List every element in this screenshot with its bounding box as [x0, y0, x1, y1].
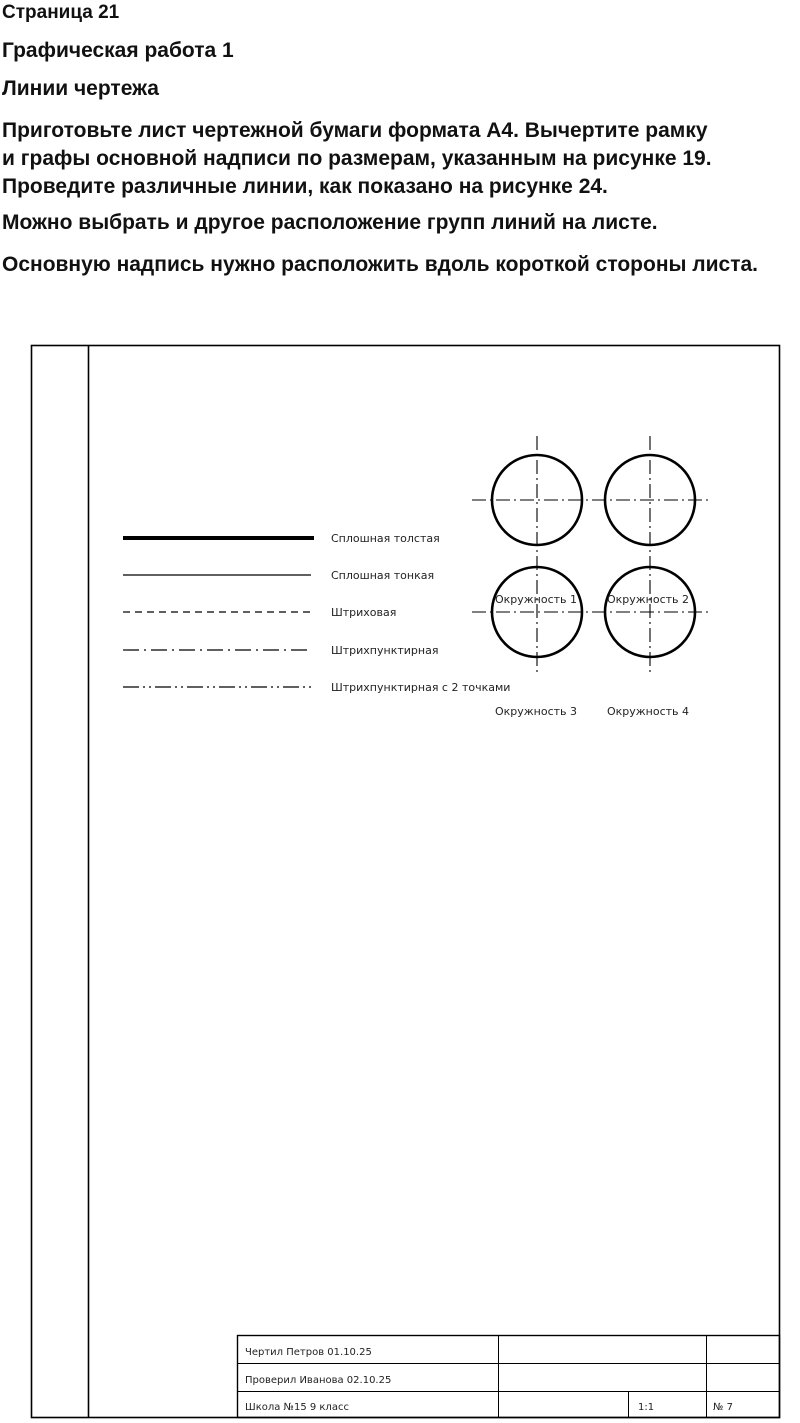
title-block: [237, 1335, 780, 1418]
circles-group: [472, 436, 712, 718]
task-line-1: Приготовьте лист чертежной бумаги формата А4. Вычертите рамку: [2, 119, 708, 142]
task-paragraph-2: Можно выбрать и другое расположение групп линий на листе.: [2, 211, 658, 234]
circle-label-2: Окружность 2: [606, 593, 690, 606]
title-block-number: № 7: [713, 1402, 733, 1413]
circle-label-4: Окружность 4: [606, 705, 690, 718]
title-block-scale: 1:1: [638, 1402, 655, 1413]
title-block-checked-by: Проверил Иванова 02.10.25: [245, 1375, 392, 1386]
page-label: Страница 21: [2, 2, 120, 23]
sheet-border: [32, 346, 780, 1418]
work-title: Графическая работа 1: [2, 39, 234, 62]
task-paragraph-3: Основную надпись нужно расположить вдоль короткой стороны листа.: [2, 253, 759, 276]
title-block-school: Школа №15 9 класс: [245, 1402, 349, 1413]
line-label-dashed: Штриховая: [331, 606, 397, 619]
line-label-dash-dot: Штрихпунктирная: [331, 644, 439, 657]
task-line-3: Проведите различные линии, как показано на рисунке 24.: [2, 175, 608, 198]
title-block-drawn-by: Чертил Петров 01.10.25: [245, 1347, 372, 1358]
task-line-2: и графы основной надписи по размерам, указанным на рисунке 19.: [2, 147, 712, 170]
line-label-solid-thin: Сплошная тонкая: [331, 569, 435, 582]
circle-label-1: Окружность 1: [494, 593, 578, 606]
circle-label-3: Окружность 3: [494, 705, 578, 718]
line-label-solid-thick: Сплошная толстая: [331, 532, 440, 545]
line-samples: [123, 532, 510, 694]
sub-title: Линии чертежа: [2, 77, 159, 100]
line-label-dash-dot-dot: Штрихпунктирная с 2 точками: [331, 681, 511, 694]
